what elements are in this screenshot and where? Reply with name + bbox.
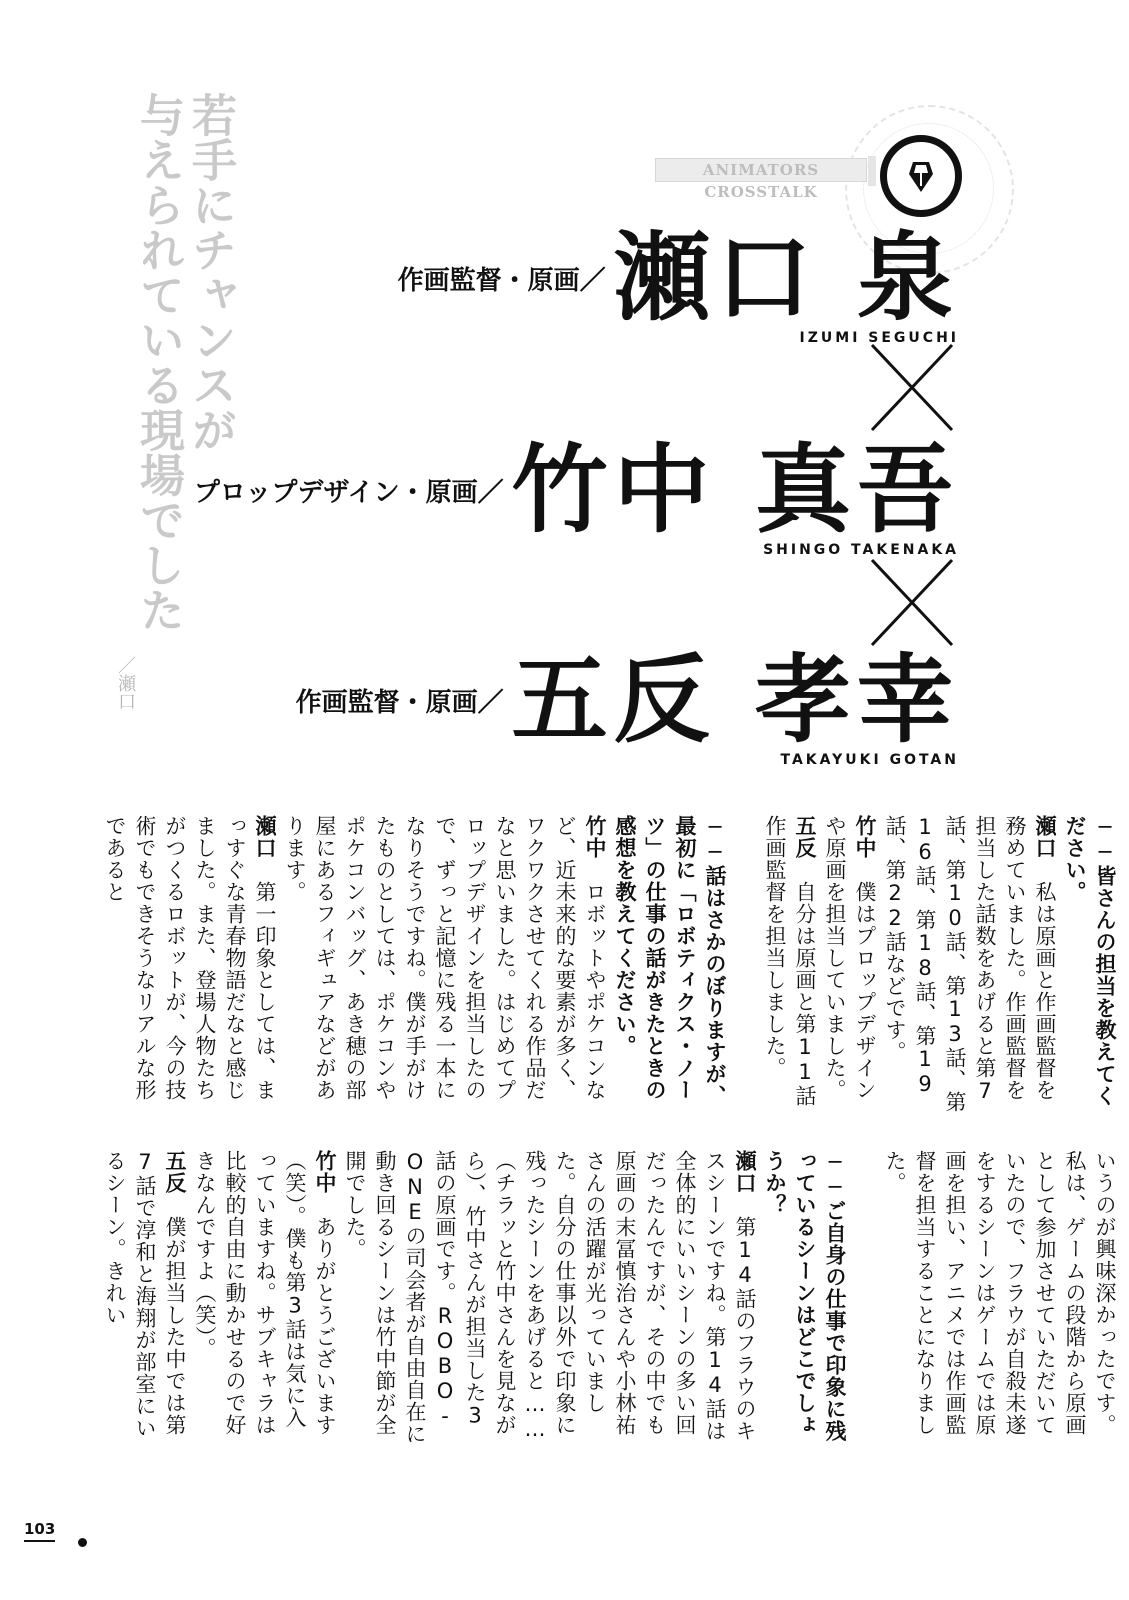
answer: [820, 815, 880, 1120]
person-role: 作画監督・原画／: [397, 265, 606, 296]
pencil-icon: [901, 156, 941, 196]
answer-text: 第14話のフラウのキスシーンですね。第14話は全体的にいいシーンの多い回だったんですが、その中でも原画の末冨慎治さんや小林祐さんの活躍が光っていました。自分の仕事以外で印象に残ったシーンをあげると……（チラッと竹中さんを見ながら）、竹中さんが担当した3話の原画です。ROBO-ONEの司会者が自由自在に動き回るシーンは竹中節が全開でした。: [343, 1150, 757, 1445]
catchphrase-line-1: 若手にチャンスが: [184, 92, 237, 452]
answer-text: 僕はプロップデザインや原画を担当していました。: [823, 815, 877, 1101]
person-role: プロップデザイン・原画／: [193, 477, 504, 508]
answer: [760, 815, 820, 1120]
speaker-label: 竹中: [853, 815, 877, 859]
person-roman-name: TAKAYUKI GOTAN: [780, 752, 959, 768]
person-seguchi: [397, 222, 959, 346]
speaker-label: 瀬口: [733, 1150, 757, 1194]
person-name: 五反 孝幸: [511, 644, 959, 756]
person-roman-name: IZUMI SEGUCHI: [799, 330, 959, 346]
person-gotan: [295, 644, 959, 768]
person-name: 竹中 真吾: [511, 434, 959, 546]
paragraph-gap: [730, 815, 760, 1120]
page-number: 103: [24, 1520, 55, 1542]
answer-text: ロボットやポケコンなど、近未来的な要素が多く、ワクワクさせてくれる作品だなと思いました。はじめてプロップデザインを担当したので、ずっと記憶に残る一本になりそうですね。僕が手がけたものとしては、ポケコンやポケコンバッグ、あき穂の部屋にあるフィギュアなどがあります。: [283, 815, 607, 1101]
catchphrase: [86, 92, 236, 752]
cross-icon: [867, 340, 957, 435]
answer-text: 僕が担当した中では第7話で淳和と海翔が部室にいるシーン。きれい: [103, 1150, 187, 1439]
answer: [190, 1150, 340, 1450]
answer-text: ありがとうございます（笑）。僕も第3話は気に入っていますね。サブキャラは比較的自由に動かせるので好きなんですよ（笑）。: [193, 1150, 337, 1436]
speaker-label: 五反: [163, 1150, 187, 1194]
person-takenaka: [193, 434, 959, 558]
answer: [280, 815, 610, 1120]
paragraph-gap: [850, 1150, 880, 1450]
person-roman-name: SHINGO TAKENAKA: [763, 542, 959, 558]
question: ──皆さんの担当を教えてください。: [1063, 815, 1117, 1107]
answer: [100, 815, 280, 1120]
person-name: 瀬口 泉: [613, 222, 959, 334]
question: ──話はさかのぼりますが、最初に「ロボティクス・ノーツ」の仕事の話がきたときの感想を教えてください。: [613, 815, 727, 1107]
speaker-label: 瀬口: [1033, 815, 1057, 859]
interview-body-upper: [100, 815, 1117, 1120]
cross-icon: [867, 555, 957, 650]
continued-text: いうのが興味深かったです。私は、ゲームの段階から原画として参加させていただいていたので、フラウが自殺未遂をするシーンはゲームでは原画を担い、アニメでは作画監督を担当することになりました。: [883, 1150, 1117, 1436]
answer-text: 私は原画と作画監督を務めていました。作画監督を担当した話数をあげると第7話、第10話、第13話、第16話、第18話、第19話、第22話などです。: [883, 815, 1057, 1113]
question: ──ご自身の仕事で印象に残っているシーンはどこでしょうか？: [763, 1150, 847, 1442]
catchphrase-line-2: 与えられている現場でした: [132, 92, 185, 632]
answer: [340, 1150, 760, 1450]
speaker-label: 瀬口: [253, 815, 277, 859]
crosstalk-banner: ANIMATORS CROSSTALK: [655, 158, 867, 182]
speaker-label: 竹中: [313, 1150, 337, 1194]
person-role: 作画監督・原画／: [295, 687, 504, 718]
speaker-label: 五反: [793, 815, 817, 859]
catchphrase-credit: ／瀬口: [115, 656, 136, 710]
folio-dot-icon: [78, 1538, 87, 1547]
pencil-emblem-icon: [880, 135, 962, 217]
speaker-label: 竹中: [583, 815, 607, 859]
answer-text: 自分は原画と第11話作画監督を担当しました。: [763, 815, 817, 1107]
answer: [100, 1150, 190, 1450]
answer-text: 第一印象としては、まっすぐな青春物語だなと感じました。また、登場人物たちがつくるロボットが、今の技術でもできそうなリアルな形であると: [103, 815, 277, 1101]
answer: [880, 815, 1060, 1120]
interview-body-lower: [100, 1150, 1117, 1450]
banner-divider: [868, 156, 876, 186]
